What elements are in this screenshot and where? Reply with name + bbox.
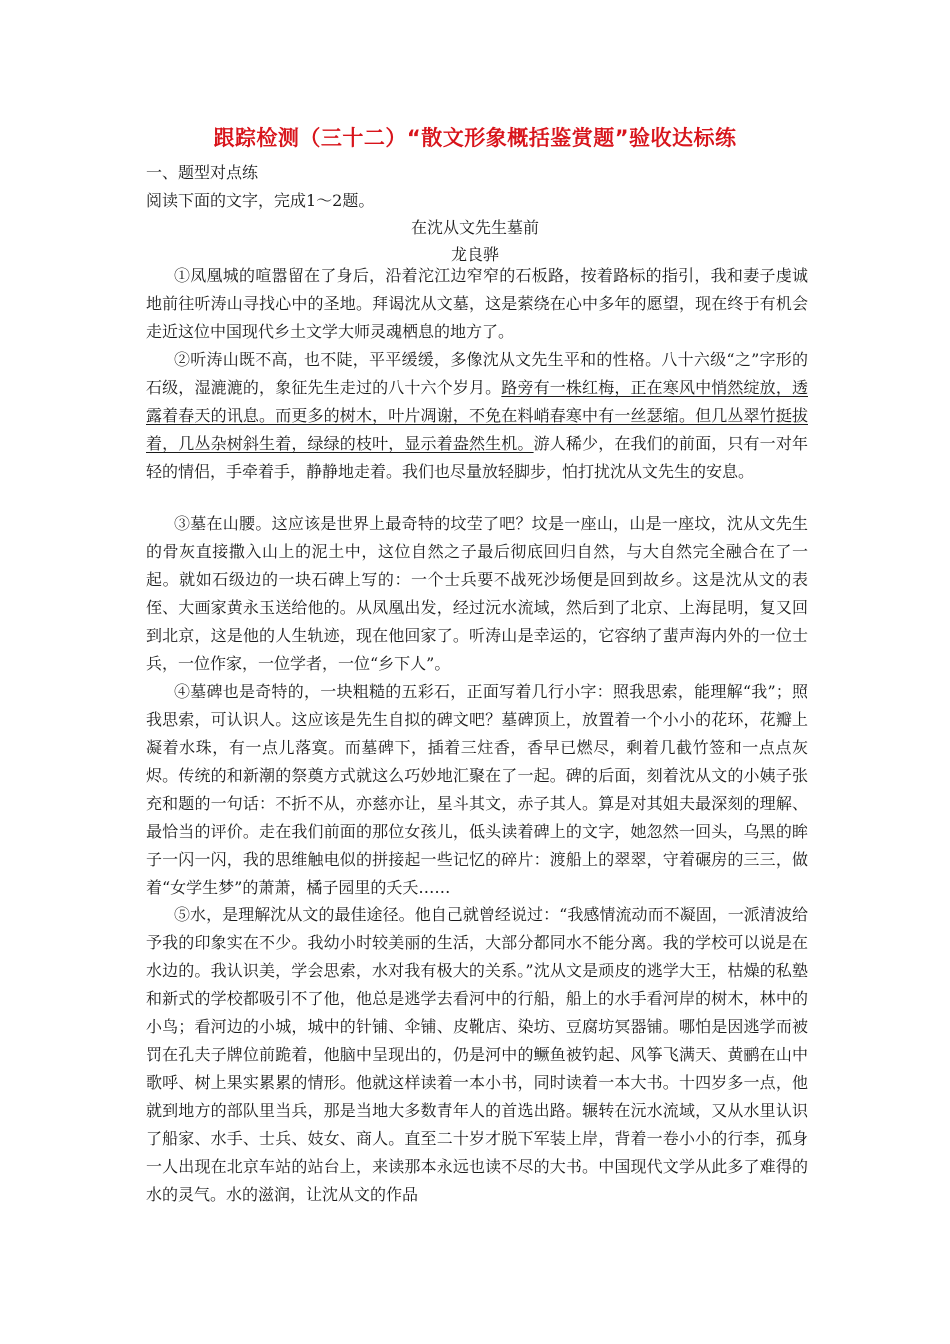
- paragraph-2-text-b: 游人稀少，在我们的前面，只有一对年轻的情侣，手牵着手，静静地走着。我们也尽量放轻脚步，怕打扰沈从文先生的安息。: [146, 434, 808, 481]
- paragraph-2-underlined-text: 路旁有一株红梅，正在寒风中悄然绽放，透露着春天的讯息。而更多的树木，叶片凋谢，不免在料峭春寒中有一丝瑟缩。但几丛翠竹挺拔着，几丛杂树斜生着，绿绿的枝叶，显示着盎然生机。: [146, 378, 808, 453]
- document-title: 跟踪检测（三十二）“散文形象概括鉴赏题”验收达标练: [213, 126, 737, 150]
- paragraph-4: ④墓碑也是奇特的，一块粗糙的五彩石，正面写着几行小字：照我思索，能理解“我”；照我思索，可认识人。这应该是先生自拟的碑文吧？墓碑顶上，放置着一个小小的花环，花瓣上凝着水珠，有一点儿落寞。而墓碑下，插着三炷香，香早已燃尽，剩着几截竹签和一点点灰烬。传统的和新潮的祭奠方式就这么巧妙地汇聚在了一起。碑的后面，刻着沈从文的小姨子张充和题的一句话：不折不从，亦慈亦让，星斗其文，赤子其人。算是对其姐夫最深刻的理解、最恰当的评价。走在我们前面的那位女孩儿，低头读着碑上的文字，她忽然一回头，乌黑的眸子一闪一闪，我的思维触电似的拼接起一些记忆的碎片：渡船上的翠翠，守着碾房的三三，做着“女学生梦”的萧萧，橘子园里的夭夭……: [146, 682, 808, 897]
- paragraph-5: ⑤水，是理解沈从文的最佳途径。他自己就曾经说过：“我感情流动而不凝固，一派清波给予我的印象实在不少。我幼小时较美丽的生活，大部分都同水不能分离。我的学校可以说是在水边的。我认识美，学会思索，水对我有极大的关系。”沈从文是顽皮的逃学大王，枯燥的私塾和新式的学校都吸引不了他，他总是逃学去看河中的行船，船上的水手看河岸的树木，林中的小鸟；看河边的小城，城中的针铺、伞铺、皮靴店、染坊、豆腐坊冥器铺。哪怕是因逃学而被罚在孔夫子牌位前跪着，他脑中呈现出的，仍是河中的鳜鱼被钓起、风筝飞满天、黄鹂在山中歌呼、树上果实累累的情形。他就这样读着一本小书，同时读着一本大书。十四岁多一点，他就到地方的部队里当兵，那是当地大多数青年人的首选出路。辗转在沅水流域，又从水里认识了船家、水手、士兵、妓女、商人。直至二十岁才脱下军装上岸，背着一卷小小的行李，孤身一人出现在北京车站的站台上，来读那本永远也读不尽的大书。中国现代文学从此多了难得的水的灵气。水的滋润，让沈从文的作品: [146, 905, 808, 1204]
- paragraph-2-text-a: ②听涛山既不高，也不陡，平平缓缓，多像沈从文先生平和的性格。八十六级“之”字形的石级，湿漉漉的，象征先生走过的八十六个岁月。: [146, 350, 808, 397]
- paragraph-3: ③墓在山腰。这应该是世界上最奇特的坟茔了吧？坟是一座山，山是一座坟，沈从文先生的骨灰直接撒入山上的泥土中，这位自然之子最后彻底回归自然，与大自然完全融合在了一起。就如石级边的一块石碑上写的：一个士兵要不战死沙场便是回到故乡。这是沈从文的表侄、大画家黄永玉送给他的。从凤凰出发，经过沅水流域，然后到了北京、上海昆明，复又回到北京，这是他的人生轨迹，现在他回家了。听涛山是幸运的，它容纳了蜚声海内外的一位士兵，一位作家，一位学者，一位“乡下人”。: [146, 514, 808, 673]
- article-author: 龙良骅: [450, 245, 499, 264]
- paragraph-2: [146, 346, 808, 486]
- section-heading: 一、题型对点练: [146, 163, 259, 182]
- instruction-text: 阅读下面的文字，完成1～2题。: [146, 191, 375, 210]
- paragraph-1: ①凤凰城的喧嚣留在了身后，沿着沱江边窄窄的石板路，按着路标的指引，我和妻子虔诚地前往听涛山寻找心中的圣地。拜谒沈从文墓，这是萦绕在心中多年的愿望，现在终于有机会走近这位中国现代乡土文学大师灵魂栖息的地方了。: [146, 266, 808, 341]
- article-title: 在沈从文先生墓前: [410, 218, 539, 237]
